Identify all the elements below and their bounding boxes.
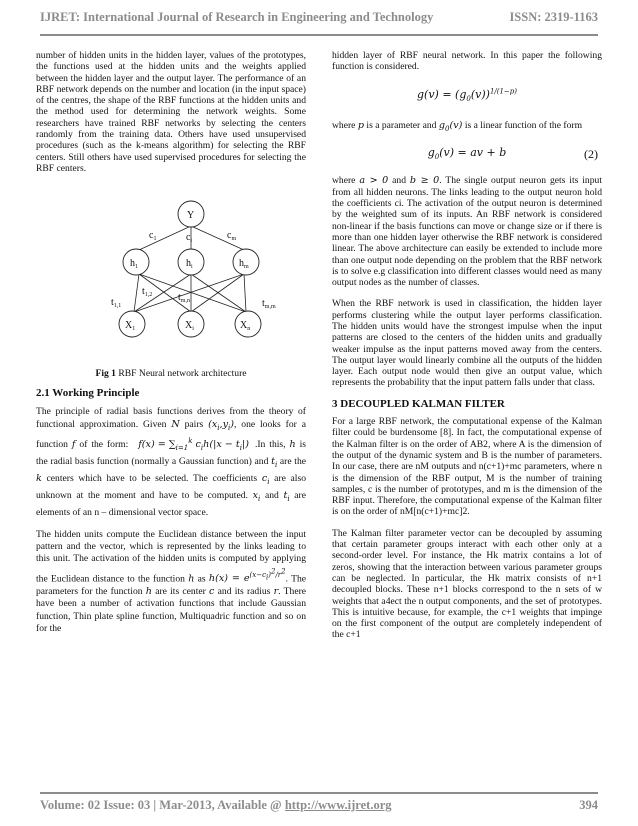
right-paragraph-4: When the RBF network is used in classification, the hidden layer performs clustering while the output layer performs classification. The hidden units would have the strongest impulse when the input patterns are closed to the centers of the hidden units and gradually weaker impulse as the input patterns moved away from the centers. The output layer would linearly combine all the outputs of the hidden layer. Each output node would then give an output value, which represents the probability that the input pattern falls under that class. xyxy=(332,298,602,389)
math-a-gt-0: a > 0 xyxy=(359,175,389,187)
math-xi-yi: $(x_i,y_i)$ xyxy=(208,418,235,432)
figure-caption-text: RBF Neural network architecture xyxy=(115,368,247,380)
label-tmn-b: $t_{m,m}$ xyxy=(262,298,276,311)
edge-hm-xn xyxy=(244,274,246,312)
rbf-architecture-figure xyxy=(36,184,306,362)
math-k: k xyxy=(36,472,42,484)
hidden-node-hi xyxy=(178,249,204,275)
footer-rule xyxy=(40,792,598,794)
left-paragraph-1: number of hidden units in the hidden layer, values of the prototypes, the functions used at the hidden units and the weights applied between the hidden layer and the output layer. The performance of an RBF network depends on the number and location (in the input space) of the centres, the shape of the RBF functions at the hidden units and the method used for determining the network weights. Some researchers have trained RBF networks by selecting the centers randomly from the training data. Others have used unsupervised procedures (such as the k-means algorithm) for selecting the RBF centers. Still others have used supervised procedures for selecting the RBF centers. xyxy=(36,50,306,174)
figure-caption xyxy=(36,368,306,379)
math-ti-2: $t_i$ xyxy=(283,489,290,503)
hidden-node-h1 xyxy=(123,249,149,275)
math-b-ge-0: b ≥ 0 xyxy=(409,175,440,187)
math-p: p xyxy=(357,119,364,131)
label-x1: $X_1$ xyxy=(125,320,136,333)
edge-h1-xn xyxy=(139,274,246,312)
label-t12: $t_{1,2}$ xyxy=(142,286,153,299)
edge-h1-x1 xyxy=(134,274,139,312)
label-hi: $h_i$ xyxy=(186,258,193,271)
math-g0-linear: $g_0(v)$ = av + b xyxy=(427,145,507,162)
label-c1: $c_1$ xyxy=(149,230,157,243)
right-paragraph-3: where a > 0 and b ≥ 0. The single output neuron gets its input from all hidden neurons. The links leading to the output neuron hold the coefficients ci. The activation of the output neuron is determined by the weighted sum of its inputs. An RBF network is considered non-linear if the basis functions can move or change size or if there is more than one hidden layer otherwise the RBF network is considered linear. The above architecture can easily be extended to include more than one output node depending on the problem that the RBF network is to solve e.g classification into different classes would need as many output nodes as the number of classes. xyxy=(332,175,602,289)
math-h-2: h xyxy=(188,573,195,585)
left-column xyxy=(36,50,306,645)
label-t11: $t_{1,1}$ xyxy=(111,297,122,310)
label-tmn-a: $t_{m,n}$ xyxy=(178,292,190,305)
math-rbf-sum: $f(x) = \sum_{i=1}^k$ $c_ih(|x - t_i|)$ xyxy=(138,436,249,452)
math-N: N xyxy=(171,418,180,430)
label-ci: $c_i$ xyxy=(186,232,193,245)
equation-number: (2) xyxy=(584,146,598,161)
journal-title: IJRET: International Journal of Research in Engineering and Technology xyxy=(40,10,434,24)
right-paragraph-6: The Kalman filter parameter vector can be decoupled by assuming that certain parameter groups interact with each other only at a second-order level. For instance, the Hk matrix contains a lot of zeros, showing that the interaction between various parameter groups can be neglected. In particular, the Hk matrix consists of n+1 decoupled blocks. These n+1 blocks correspond to the n sets of w weights that a4ect the n output components, and the set of prototypes. This is intuitive because, for example, the c+1 weights that impinge on the first component of the output are completely independent of the c+1 xyxy=(332,527,602,641)
label-xi: $X_i$ xyxy=(185,320,194,333)
equation-2 xyxy=(332,147,602,163)
section-title-working-principle: 2.1 Working Principle xyxy=(36,386,140,399)
right-paragraph-2: where p is a parameter and $g_0(v)$ is a linear function of the form xyxy=(332,119,583,133)
label-y: Y xyxy=(187,210,195,222)
math-ti: $t_i$ xyxy=(271,455,278,469)
right-column xyxy=(332,50,602,651)
right-paragraph-5: For a large RBF network, the computational expense of the Kalman filter could be burdensome [8]. In fact, the computational expense of the Kalman filter is on the order of AB2, where A is the dimension of the output of the dynamic system and B is the number of parameters. In our case, there are nM outputs and n(c+1)+mc parameters, where n is the dimension of the RBF output, M is the number of training samples, c is the number of prototypes, and m is the dimension of the RBF input. Therefore, the computational expense of the Kalman filter is on the order of nM[n(c+1)+mc]2. xyxy=(332,416,602,518)
figure-label: Fig 1 xyxy=(95,368,116,380)
math-h-3: h xyxy=(145,585,152,597)
left-paragraph-2: The principle of radial basis functions derives from the theory of functional approximation. Given N pairs $(x_i,y_i)$, one looks for a function f of the form: $f(x) = \sum_{i=1}^k$ $c_ih(|x - t_i|)$ .In this, h is the radial basis function (normally a Gaussian function) and $t_i$ are the k centers which have to be selected. The coefficients $c_i$ are also unknown at the moment and have to be computed. $x_i$ and $t_i$ are elements of an n – dimensional vector space. xyxy=(36,405,307,518)
math-g-v: $g(v) = (g_0(v))^{1/(1-p)}$ xyxy=(416,87,518,104)
label-xn: $X_n$ xyxy=(240,320,251,333)
left-paragraph-3: The hidden units compute the Euclidean distance between the input pattern and the vector, which is represented by the links leading to this unit. The activation of the hidden units is computed by applying the Euclidean distance to the function h as $h(x) = e^{(x-c_i)^2/r^2}$. The parameters for the function h are its center c and its radius r. There have been a number of activation functions that include Gaussian function, Thin plate spline function, Multiquadric function and so on for the xyxy=(36,528,307,634)
math-g0-v: $g_0(v)$ xyxy=(438,119,463,133)
right-paragraph-1: hidden layer of RBF neural network. In this paper the following function is considered. xyxy=(332,50,602,73)
header-rule xyxy=(40,34,598,36)
math-f: f xyxy=(71,438,76,450)
edge-y-h1 xyxy=(139,226,191,250)
page-header xyxy=(40,10,598,32)
page-footer xyxy=(40,798,598,818)
issn: ISSN: 2319-1163 xyxy=(509,10,598,24)
equation-g-v xyxy=(332,87,602,106)
hidden-node-hm xyxy=(233,249,259,275)
math-gaussian: $h(x) = e^{(x-c_i)^2/r^2}$ xyxy=(208,567,286,585)
page-number: 394 xyxy=(579,798,598,812)
math-ci: $c_i$ xyxy=(261,472,270,486)
math-c: c xyxy=(209,585,215,597)
section-title-decoupled-kalman: 3 DECOUPLED KALMAN FILTER xyxy=(332,397,505,410)
math-h: h xyxy=(289,438,296,450)
footer-url-link[interactable]: http://www.ijret.org xyxy=(284,798,392,812)
label-cm: $c_m$ xyxy=(227,230,237,243)
footer-volume: Volume: 02 Issue: 03 | Mar-2013, Available @ http://www.ijret.org xyxy=(40,798,392,812)
input-node-xn xyxy=(235,311,261,337)
math-xi: $x_i$ xyxy=(252,489,261,503)
math-r: r xyxy=(273,585,279,597)
rbf-diagram xyxy=(36,184,306,362)
label-h1: $h_1$ xyxy=(130,258,138,271)
label-hm: $h_m$ xyxy=(239,258,249,271)
